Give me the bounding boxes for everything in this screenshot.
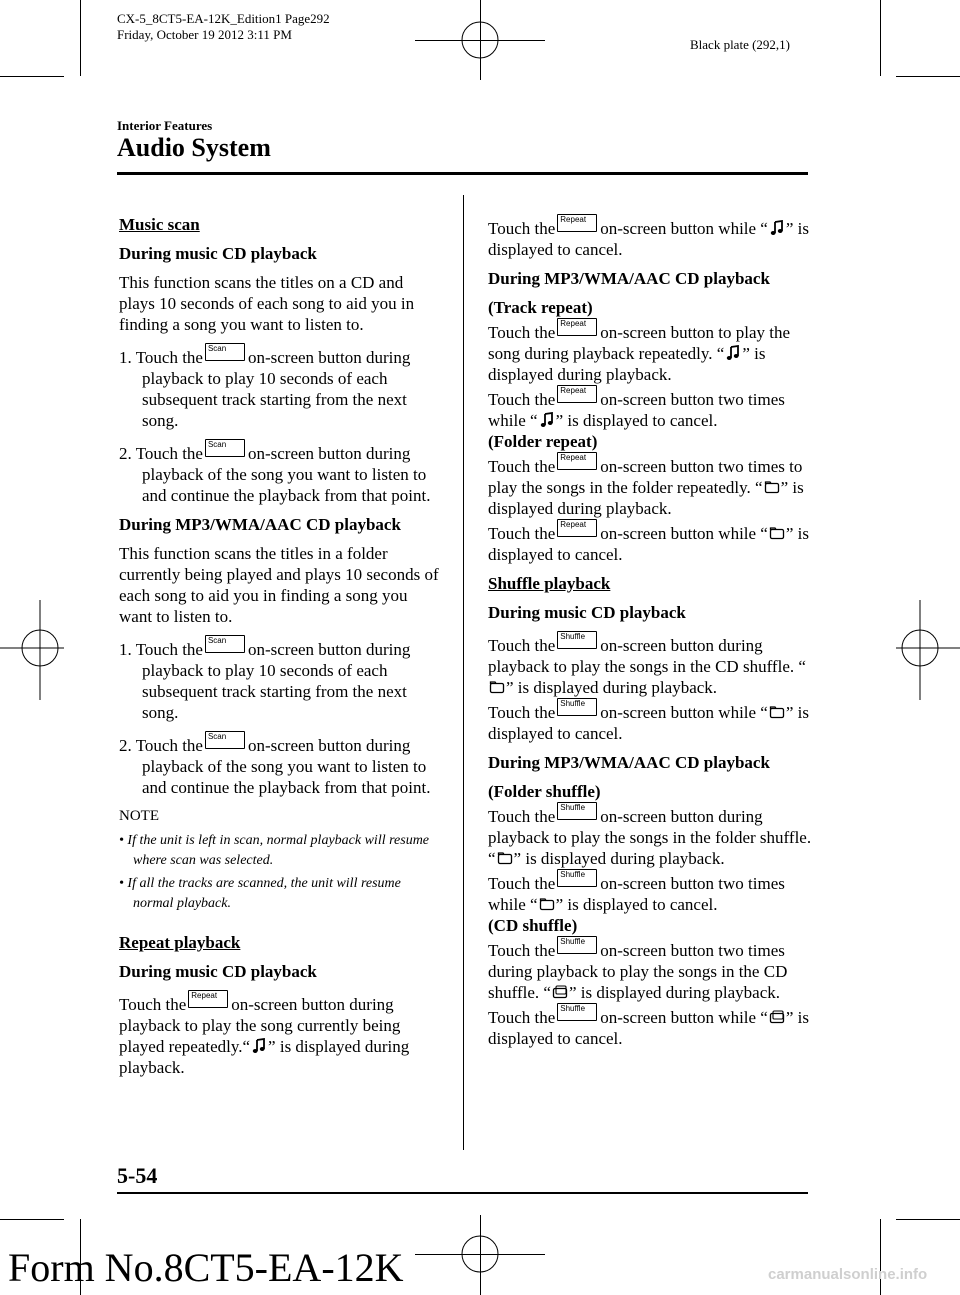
footer-rule [117,1192,808,1194]
shuffle-button-icon: Shuffle [557,1003,597,1021]
cd-playback-heading: During music CD playback [119,244,317,263]
crop-mark [880,0,881,76]
music-note-icon [251,1038,267,1054]
cd-shuffle-heading: (CD shuffle) [488,916,578,935]
plate-label: Black plate (292,1) [690,37,790,52]
page-title: Audio System [117,133,271,162]
step-text: on-screen button during playback of the song you want to listen to and continue the playback from that point. [142,736,431,797]
left-column [119,214,441,1086]
note-text: If the unit is left in scan, normal playback will resume where scan was selected. [127,833,430,868]
crop-mark [896,76,960,77]
mp3-playback-heading: During MP3/WMA/AAC CD playback [119,515,401,534]
page-number: 5-54 [117,1163,158,1188]
folder-icon [769,704,785,720]
folder-repeat-text: Touch the Repeat on-screen button two times to play the songs in the folder repeatedly. “ ” is displayed during playback. [488,453,804,518]
cd-shuffle-cancel: Touch the Shuffle on-screen button while “ ” is displayed to cancel. [488,1004,809,1048]
crop-mark [880,1219,881,1295]
folder-icon [764,479,780,495]
step-text: on-screen button during playback to play 10 seconds of each subsequent track starting from the next song. [142,348,411,430]
repeat-cd-text: Touch the Repeat on-screen button during playback to play the song currently being played repeatedly.“ ” is displayed during playback. [119,991,410,1077]
section-label: Interior Features [117,118,213,133]
repeat-mp3-heading: During MP3/WMA/AAC CD playback [488,269,770,288]
crop-mark [80,0,81,76]
bullet-icon: • [119,833,128,848]
step-text: Touch the [135,736,203,755]
shuffle-cd-cancel: Touch the Shuffle on-screen button while “ ” is displayed to cancel. [488,699,809,743]
form-number: Form No.8CT5-EA-12K [8,1245,404,1290]
disc-folder-icon [769,1009,785,1025]
repeat-cd-heading: During music CD playback [119,962,317,981]
step-text: on-screen button during playback of the song you want to listen to and continue the playback from that point. [142,444,431,505]
shuffle-button-icon: Shuffle [557,631,597,649]
crop-mark [0,1219,64,1220]
step-number: 2. [119,736,132,755]
right-column [488,214,813,1049]
repeat-cd-cancel: Touch the Repeat on-screen button while “ ” is displayed to cancel. [488,215,809,259]
step-number: 2. [119,444,132,463]
shuffle-mp3-heading: During MP3/WMA/AAC CD playback [488,753,770,772]
step-number: 1. [119,640,132,659]
crop-mark [0,76,64,77]
registration-mark-right [896,600,960,700]
folder-shuffle-cancel: Touch the Shuffle on-screen button two times while “ ” is displayed to cancel. [488,870,785,914]
music-scan-heading: Music scan [119,215,200,234]
shuffle-cd-text: Touch the Shuffle on-screen button during playback to play the songs in the CD shuffle. “” is displayed during playback. [488,632,806,697]
mp3-scan-step-2 [119,731,441,798]
disc-folder-icon [552,984,568,1000]
repeat-playback-heading: Repeat playback [119,933,241,952]
scan-button-icon: Scan [205,439,245,457]
track-repeat-text: Touch the Repeat on-screen button to play the song during playback repeatedly. “ ” is displayed during playback. [488,319,791,384]
repeat-button-icon: Repeat [557,519,597,537]
folder-icon [489,679,505,695]
shuffle-button-icon: Shuffle [557,802,597,820]
crop-mark [896,1219,960,1220]
folder-shuffle-text: Touch the Shuffle on-screen button during playback to play the songs in the folder shuffle. “ ” is displayed during playback. [488,803,812,868]
note-item [119,831,441,871]
print-job-line2: Friday, October 19 2012 3:11 PM [117,27,292,42]
step-text: Touch the [135,348,203,367]
title-rule [117,172,808,175]
repeat-button-icon: Repeat [188,990,228,1008]
bullet-icon: • [119,876,128,891]
folder-icon [497,850,513,866]
watermark: carmanualsonline.info [768,1266,928,1283]
folder-shuffle-heading: (Folder shuffle) [488,782,601,801]
music-note-icon [539,412,555,428]
cd-scan-step-1 [119,343,441,431]
step-text: Touch the [135,640,203,659]
repeat-button-icon: Repeat [557,318,597,336]
mp3-scan-intro: This function scans the titles in a folder currently being played and plays 10 seconds of each song to aid you in finding a song you want to listen to. [119,544,439,626]
cd-shuffle-text: Touch the Shuffle on-screen button two times during playback to play the songs in the CD shuffle. “ ” is displayed during playback. [488,937,788,1002]
repeat-button-icon: Repeat [557,214,597,232]
folder-icon [539,896,555,912]
scan-button-icon: Scan [205,343,245,361]
registration-mark [458,1232,502,1276]
mp3-scan-step-1 [119,635,441,723]
shuffle-cd-heading: During music CD playback [488,603,686,622]
folder-repeat-heading: (Folder repeat) [488,432,598,451]
music-note-icon [725,345,741,361]
shuffle-button-icon: Shuffle [557,936,597,954]
print-job-line1: CX-5_8CT5-EA-12K_Edition1 Page292 [117,11,330,26]
track-repeat-cancel: Touch the Repeat on-screen button two times while “ ” is displayed to cancel. [488,386,785,430]
note-item [119,874,441,914]
step-text: Touch the [135,444,203,463]
shuffle-playback-heading: Shuffle playback [488,574,611,593]
cd-scan-intro: This function scans the titles on a CD and plays 10 seconds of each song to aid you in finding a song you want to listen to. [119,273,415,334]
shuffle-button-icon: Shuffle [557,698,597,716]
repeat-button-icon: Repeat [557,452,597,470]
music-note-icon [769,220,785,236]
note-title: NOTE [119,808,159,824]
note-text: If all the tracks are scanned, the unit will resume normal playback. [127,876,401,911]
shuffle-button-icon: Shuffle [557,869,597,887]
repeat-button-icon: Repeat [557,385,597,403]
scan-button-icon: Scan [205,635,245,653]
scan-button-icon: Scan [205,731,245,749]
folder-icon [769,525,785,541]
cd-scan-step-2 [119,439,441,506]
column-divider [463,195,464,1150]
track-repeat-heading: (Track repeat) [488,298,593,317]
folder-repeat-cancel: Touch the Repeat on-screen button while “ ” is displayed to cancel. [488,520,809,564]
step-number: 1. [119,348,132,367]
registration-mark [458,18,502,62]
step-text: on-screen button during playback to play 10 seconds of each subsequent track starting from the next song. [142,640,411,722]
registration-mark-left [0,600,64,700]
